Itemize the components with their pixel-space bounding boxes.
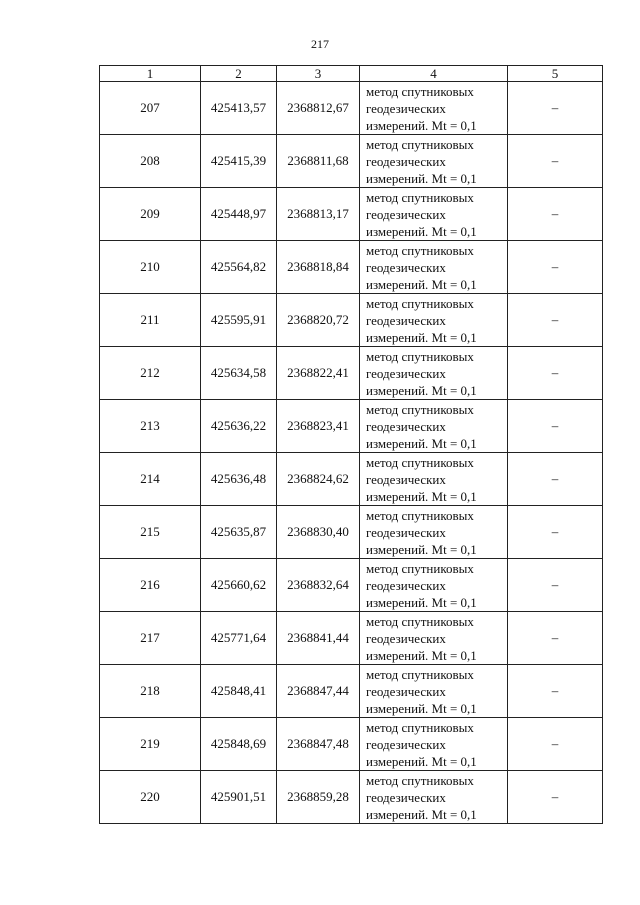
table-row	[100, 294, 603, 347]
note-cell: –	[508, 82, 603, 135]
method-line: измерений. Mt = 0,1	[366, 489, 477, 504]
method-line: измерений. Mt = 0,1	[366, 436, 477, 451]
method-line: метод спутниковых	[366, 137, 474, 152]
method-line: метод спутниковых	[366, 84, 474, 99]
method-line: метод спутниковых	[366, 296, 474, 311]
point-number-cell: 207	[100, 82, 201, 135]
point-number-cell: 209	[100, 188, 201, 241]
method-line: метод спутниковых	[366, 773, 474, 788]
x-coordinate-cell: 425415,39	[201, 135, 277, 188]
method-cell	[360, 612, 508, 665]
method-line: геодезических	[366, 207, 446, 222]
method-line: измерений. Mt = 0,1	[366, 701, 477, 716]
method-line: геодезических	[366, 101, 446, 116]
y-coordinate-cell: 2368820,72	[277, 294, 360, 347]
method-line: геодезических	[366, 790, 446, 805]
x-coordinate-cell: 425564,82	[201, 241, 277, 294]
method-line: геодезических	[366, 525, 446, 540]
page-number: 217	[311, 37, 329, 51]
method-line: метод спутниковых	[366, 402, 474, 417]
table-row	[100, 347, 603, 400]
point-number-cell: 211	[100, 294, 201, 347]
y-coordinate-cell: 2368847,48	[277, 718, 360, 771]
method-line: геодезических	[366, 472, 446, 487]
x-coordinate-cell: 425636,48	[201, 453, 277, 506]
table-body	[100, 82, 603, 824]
y-coordinate-cell: 2368811,68	[277, 135, 360, 188]
note-cell: –	[508, 241, 603, 294]
method-line: измерений. Mt = 0,1	[366, 754, 477, 769]
x-coordinate-cell: 425771,64	[201, 612, 277, 665]
point-number-cell: 215	[100, 506, 201, 559]
method-line: геодезических	[366, 313, 446, 328]
table-row	[100, 400, 603, 453]
method-line: геодезических	[366, 578, 446, 593]
y-coordinate-cell: 2368813,17	[277, 188, 360, 241]
note-cell: –	[508, 665, 603, 718]
note-cell: –	[508, 506, 603, 559]
method-line: геодезических	[366, 419, 446, 434]
point-number-cell: 217	[100, 612, 201, 665]
note-cell: –	[508, 453, 603, 506]
table-row	[100, 188, 603, 241]
y-coordinate-cell: 2368830,40	[277, 506, 360, 559]
note-cell: –	[508, 612, 603, 665]
method-line: геодезических	[366, 366, 446, 381]
y-coordinate-cell: 2368859,28	[277, 771, 360, 824]
point-number-cell: 212	[100, 347, 201, 400]
point-number-cell: 214	[100, 453, 201, 506]
method-cell	[360, 400, 508, 453]
column-header: 5	[508, 66, 603, 82]
y-coordinate-cell: 2368818,84	[277, 241, 360, 294]
note-cell: –	[508, 718, 603, 771]
method-line: измерений. Mt = 0,1	[366, 330, 477, 345]
method-cell	[360, 82, 508, 135]
method-line: измерений. Mt = 0,1	[366, 807, 477, 822]
column-header: 4	[360, 66, 508, 82]
note-cell: –	[508, 347, 603, 400]
x-coordinate-cell: 425595,91	[201, 294, 277, 347]
method-line: измерений. Mt = 0,1	[366, 224, 477, 239]
point-number-cell: 220	[100, 771, 201, 824]
method-line: измерений. Mt = 0,1	[366, 595, 477, 610]
table-row	[100, 82, 603, 135]
y-coordinate-cell: 2368822,41	[277, 347, 360, 400]
method-line: геодезических	[366, 631, 446, 646]
table-row	[100, 718, 603, 771]
method-cell	[360, 135, 508, 188]
method-cell	[360, 453, 508, 506]
method-line: метод спутниковых	[366, 720, 474, 735]
table-row	[100, 612, 603, 665]
method-line: метод спутниковых	[366, 667, 474, 682]
table-row	[100, 135, 603, 188]
column-header: 3	[277, 66, 360, 82]
note-cell: –	[508, 135, 603, 188]
x-coordinate-cell: 425448,97	[201, 188, 277, 241]
y-coordinate-cell: 2368847,44	[277, 665, 360, 718]
table-row	[100, 453, 603, 506]
table-row	[100, 771, 603, 824]
method-cell	[360, 188, 508, 241]
point-number-cell: 216	[100, 559, 201, 612]
x-coordinate-cell: 425848,41	[201, 665, 277, 718]
method-line: измерений. Mt = 0,1	[366, 171, 477, 186]
y-coordinate-cell: 2368832,64	[277, 559, 360, 612]
table-row	[100, 506, 603, 559]
point-number-cell: 213	[100, 400, 201, 453]
y-coordinate-cell: 2368823,41	[277, 400, 360, 453]
x-coordinate-cell: 425634,58	[201, 347, 277, 400]
x-coordinate-cell: 425413,57	[201, 82, 277, 135]
table-row	[100, 559, 603, 612]
method-line: измерений. Mt = 0,1	[366, 118, 477, 133]
x-coordinate-cell: 425901,51	[201, 771, 277, 824]
x-coordinate-cell: 425848,69	[201, 718, 277, 771]
x-coordinate-cell: 425636,22	[201, 400, 277, 453]
note-cell: –	[508, 188, 603, 241]
point-number-cell: 208	[100, 135, 201, 188]
method-cell	[360, 665, 508, 718]
column-header: 1	[100, 66, 201, 82]
table-row	[100, 665, 603, 718]
y-coordinate-cell: 2368824,62	[277, 453, 360, 506]
method-line: геодезических	[366, 737, 446, 752]
method-line: геодезических	[366, 684, 446, 699]
table-header-row	[100, 66, 603, 82]
method-line: метод спутниковых	[366, 349, 474, 364]
table-row	[100, 241, 603, 294]
coordinates-table	[99, 65, 603, 824]
method-line: метод спутниковых	[366, 561, 474, 576]
x-coordinate-cell: 425635,87	[201, 506, 277, 559]
method-line: измерений. Mt = 0,1	[366, 277, 477, 292]
method-line: геодезических	[366, 260, 446, 275]
note-cell: –	[508, 400, 603, 453]
point-number-cell: 219	[100, 718, 201, 771]
method-line: измерений. Mt = 0,1	[366, 542, 477, 557]
method-cell	[360, 347, 508, 400]
column-header: 2	[201, 66, 277, 82]
y-coordinate-cell: 2368841,44	[277, 612, 360, 665]
method-cell	[360, 294, 508, 347]
method-cell	[360, 506, 508, 559]
point-number-cell: 210	[100, 241, 201, 294]
method-line: метод спутниковых	[366, 614, 474, 629]
method-line: метод спутниковых	[366, 508, 474, 523]
method-cell	[360, 241, 508, 294]
method-line: метод спутниковых	[366, 190, 474, 205]
method-line: измерений. Mt = 0,1	[366, 648, 477, 663]
method-cell	[360, 771, 508, 824]
method-line: геодезических	[366, 154, 446, 169]
note-cell: –	[508, 294, 603, 347]
point-number-cell: 218	[100, 665, 201, 718]
note-cell: –	[508, 771, 603, 824]
y-coordinate-cell: 2368812,67	[277, 82, 360, 135]
method-line: измерений. Mt = 0,1	[366, 383, 477, 398]
method-line: метод спутниковых	[366, 455, 474, 470]
note-cell: –	[508, 559, 603, 612]
method-cell	[360, 718, 508, 771]
x-coordinate-cell: 425660,62	[201, 559, 277, 612]
method-line: метод спутниковых	[366, 243, 474, 258]
method-cell	[360, 559, 508, 612]
